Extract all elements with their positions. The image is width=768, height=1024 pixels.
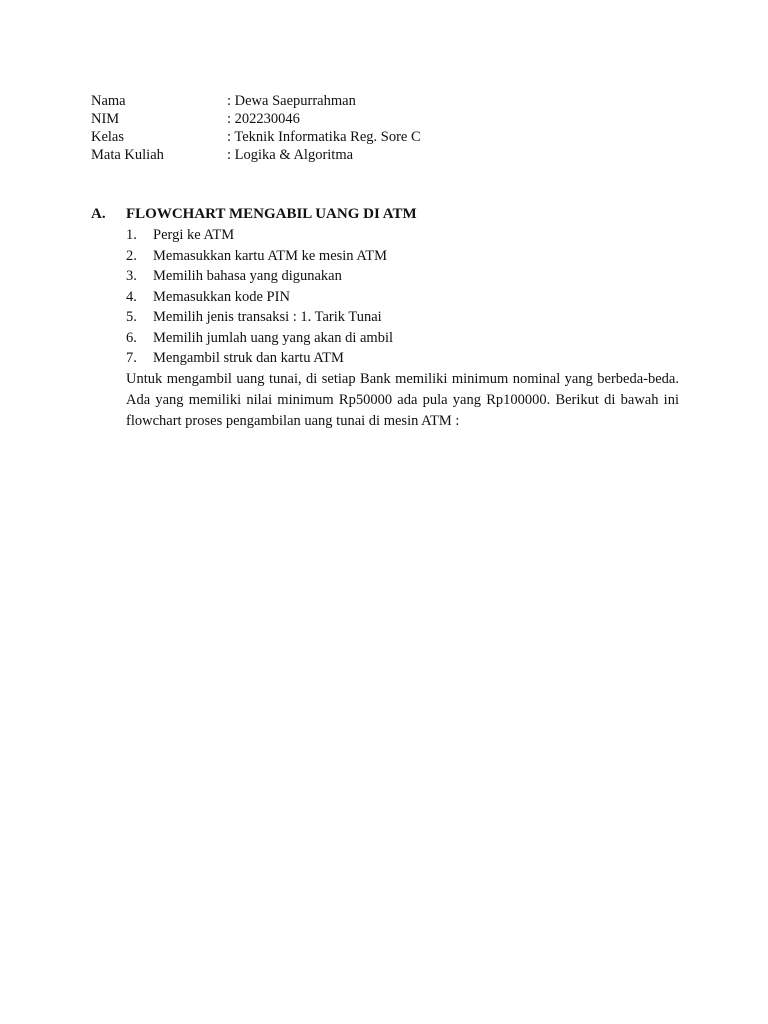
step-text: Mengambil struk dan kartu ATM	[153, 350, 344, 366]
step-number: 7.	[126, 350, 137, 366]
step-text: Pergi ke ATM	[153, 227, 235, 243]
info-value: : Teknik Informatika Reg. Sore C	[227, 129, 421, 145]
list-item	[126, 287, 681, 308]
step-text: Memilih bahasa yang digunakan	[153, 268, 342, 284]
list-item	[126, 307, 681, 328]
info-label: Kelas	[91, 129, 125, 145]
info-value: : Logika & Algoritma	[227, 147, 354, 163]
list-item	[126, 225, 681, 246]
info-row-course	[91, 146, 591, 164]
list-item	[126, 328, 681, 349]
list-item	[126, 348, 681, 369]
step-text: Memilih jenis transaksi : 1. Tarik Tunai	[153, 309, 382, 325]
step-number: 3.	[126, 268, 137, 284]
step-number: 5.	[126, 309, 137, 325]
list-item	[126, 246, 681, 267]
info-value: : 202230046	[227, 111, 300, 127]
info-row-name	[91, 92, 591, 110]
info-label: Nama	[91, 93, 126, 109]
info-row-nim	[91, 110, 591, 128]
student-info	[91, 92, 591, 164]
section-title: FLOWCHART MENGABIL UANG DI ATM	[126, 206, 417, 222]
body-paragraph: Untuk mengambil uang tunai, di setiap Bank memiliki minimum nominal yang berbeda-beda. Ada yang memiliki nilai minimum Rp50000 ada pula yang Rp100000. Berikut di bawah ini flowchart proses pengambilan uang tunai di mesin ATM :	[126, 370, 679, 429]
list-item	[126, 266, 681, 287]
step-text: Memasukkan kartu ATM ke mesin ATM	[153, 247, 387, 264]
section-a	[91, 203, 681, 432]
step-number: 1.	[126, 227, 137, 243]
steps-list	[126, 225, 681, 369]
step-text: Memasukkan kode PIN	[153, 288, 290, 305]
info-value: : Dewa Saepurrahman	[227, 93, 356, 109]
info-label: NIM	[91, 111, 120, 127]
step-text: Memilih jumlah uang yang akan di ambil	[153, 329, 394, 346]
step-number: 2.	[126, 247, 137, 264]
info-row-class	[91, 128, 591, 146]
step-number: 4.	[126, 288, 137, 305]
section-heading	[91, 203, 681, 225]
step-number: 6.	[126, 329, 137, 346]
section-letter: A.	[91, 206, 106, 222]
info-label: Mata Kuliah	[91, 147, 164, 163]
